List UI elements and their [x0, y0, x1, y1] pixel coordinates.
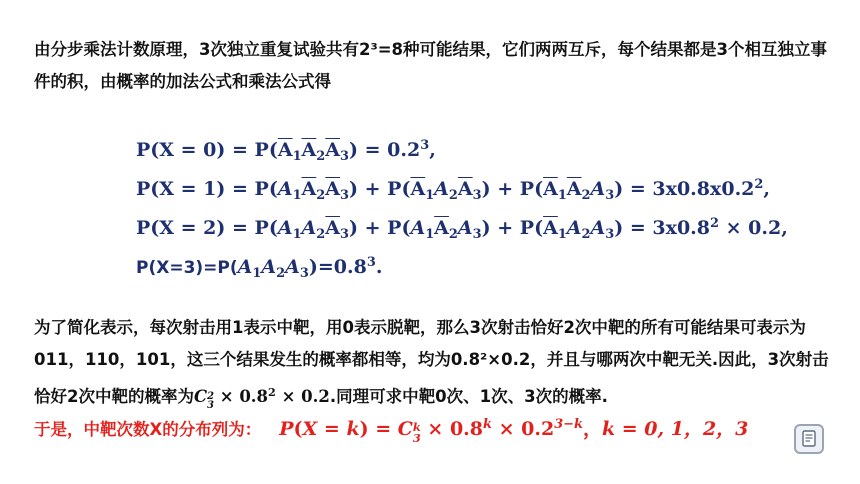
distribution-formula: P(X = k) = C k 3 × $0.8^k \times 0.2^{3-k}$，k = 0, 1，2，3	[279, 416, 749, 446]
formula-x0: $P(X = 0) = P(\overline{A}_1\overline{A}_2\overline{A}_3) = 0.2^3$,	[136, 138, 436, 165]
intro-paragraph: 由分步乘法计数原理，3次独立重复试验共有2³=8种可能结果，它们两两互斥，每个结果都是3个相互独立事件的积，由概率的加法公式和乘法公式得	[34, 40, 827, 91]
formula-x3: $P(X=3)=P(A_1A_2A_3)=0.8^3$.	[136, 255, 383, 282]
inline-probability-formula: C 2 3 × $0.8^2 \times 0.2$	[193, 385, 330, 412]
distribution-line	[34, 414, 748, 445]
distribution-label: 于是，中靶次数X的分布列为：	[34, 420, 262, 439]
formula-x1: $P(X = 1) = P(A_1\overline{A}_2\overline{A}_3) + P(\overline{A}_1A_2\overline{A}_3) + P(\overline{A}_1\overline{A}_2A_3) = 3x0.8x0.2^2$,	[136, 177, 771, 204]
explanation-paragraph: 为了简化表示，每次射击用1表示中靶，用0表示脱靶，那么3次射击恰好2次中靶的所有可能结果可表示为011，110，101，这三个结果发生的概率都相等，均为0.8²×0.2，并且与哪两次中靶无关.因此，3次射击恰好2次中靶的概率为C 2 3 × $0.8^2 \times 0.2$.同理可求中靶0次、1次、3次的概率.	[34, 318, 829, 412]
formula-x2: $P(X = 2) = P(A_1A_2\overline{A}_3) + P(A_1\overline{A}_2A_3) + P(\overline{A}_1A_2A_3) = 3x0.8^2 \times 0.2$,	[136, 216, 788, 243]
document-icon[interactable]	[794, 424, 824, 454]
